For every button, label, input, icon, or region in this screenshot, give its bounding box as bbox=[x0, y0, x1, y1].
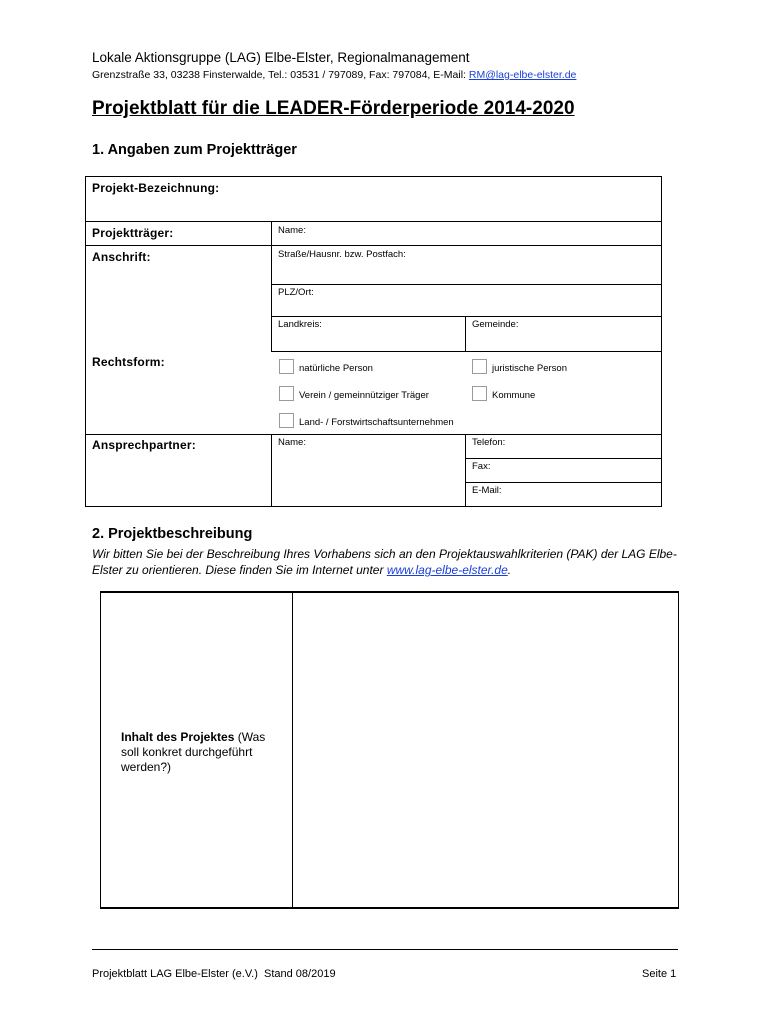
col-divider bbox=[465, 316, 466, 351]
checkbox-municipality[interactable] bbox=[472, 386, 487, 401]
checkbox-legal-person[interactable] bbox=[472, 359, 487, 374]
footer-info: Projektblatt LAG Elbe-Elster (e.V.) Stand 08/2019 bbox=[92, 968, 336, 980]
gemeinde-label: Gemeinde: bbox=[472, 319, 519, 330]
contact-name-label: Name: bbox=[278, 437, 306, 448]
applicant-name-label: Name: bbox=[278, 225, 306, 236]
contact-person-label: Ansprechpartner: bbox=[92, 438, 196, 452]
content-label-rest: (Was soll konkret durchgeführt werden?) bbox=[121, 730, 266, 774]
applicant-label: Projektträger: bbox=[92, 226, 174, 240]
natural-person-label: natürliche Person bbox=[299, 363, 373, 374]
association-label: Verein / gemeinnütziger Träger bbox=[299, 390, 429, 401]
row-divider bbox=[271, 316, 661, 317]
organization-address bbox=[92, 69, 576, 81]
website-link[interactable]: www.lag-elbe-elster.de bbox=[386, 563, 508, 577]
intro-end: . bbox=[507, 563, 512, 577]
content-label-bold: Inhalt des Projektes bbox=[121, 730, 235, 744]
document-title: Projektblatt für die LEADER-Förderperiode 2014-2020 bbox=[92, 98, 575, 119]
row-divider bbox=[465, 482, 661, 483]
project-name-field[interactable] bbox=[86, 197, 661, 219]
section1-heading: 1. Angaben zum Projektträger bbox=[92, 142, 297, 158]
footer-divider bbox=[92, 949, 678, 950]
legal-person-label: juristische Person bbox=[492, 363, 567, 374]
email-link[interactable]: RM@lag-elbe-elster.de bbox=[468, 69, 577, 81]
row-divider bbox=[271, 284, 661, 285]
agriculture-label: Land- / Forstwirtschaftsunternehmen bbox=[299, 417, 454, 428]
col-divider bbox=[271, 221, 272, 351]
email-label: E-Mail: bbox=[472, 485, 502, 496]
organization-name: Lokale Aktionsgruppe (LAG) Elbe-Elster, Regionalmanagement bbox=[92, 50, 470, 65]
row-divider bbox=[86, 245, 661, 246]
description-table bbox=[100, 591, 679, 909]
row-divider bbox=[465, 458, 661, 459]
plz-label: PLZ/Ort: bbox=[278, 287, 314, 298]
project-content-field[interactable] bbox=[293, 593, 678, 907]
landkreis-label: Landkreis: bbox=[278, 319, 322, 330]
row-divider bbox=[86, 434, 661, 435]
legal-form-label: Rechtsform: bbox=[92, 355, 165, 369]
row-divider bbox=[86, 221, 661, 222]
section2-intro bbox=[92, 546, 692, 578]
section2-heading: 2. Projektbeschreibung bbox=[92, 526, 253, 542]
checkbox-natural-person[interactable] bbox=[279, 359, 294, 374]
address-label: Anschrift: bbox=[92, 250, 151, 264]
row-divider bbox=[271, 351, 661, 352]
municipality-label: Kommune bbox=[492, 390, 536, 401]
project-content-label bbox=[121, 730, 281, 775]
checkbox-association[interactable] bbox=[279, 386, 294, 401]
address-text: Grenzstraße 33, 03238 Finsterwalde, Tel.: 03531 / 797089, Fax: 797084, E-Mail: bbox=[92, 69, 469, 81]
col-divider bbox=[271, 434, 272, 506]
fax-label: Fax: bbox=[472, 461, 491, 472]
project-name-label: Projekt-Bezeichnung: bbox=[92, 181, 220, 195]
street-label: Straße/Hausnr. bzw. Postfach: bbox=[278, 249, 406, 260]
applicant-table bbox=[85, 176, 662, 507]
page-number: Seite 1 bbox=[642, 968, 677, 980]
checkbox-agriculture[interactable] bbox=[279, 413, 294, 428]
phone-label: Telefon: bbox=[472, 437, 506, 448]
intro-text: Wir bitten Sie bei der Beschreibung Ihres Vorhabens sich an den Projektauswahlkriterien (PAK) der LAG Elbe-Elster zu orientieren. Diese finden Sie im Internet unter bbox=[92, 547, 677, 577]
col-divider bbox=[465, 434, 466, 506]
